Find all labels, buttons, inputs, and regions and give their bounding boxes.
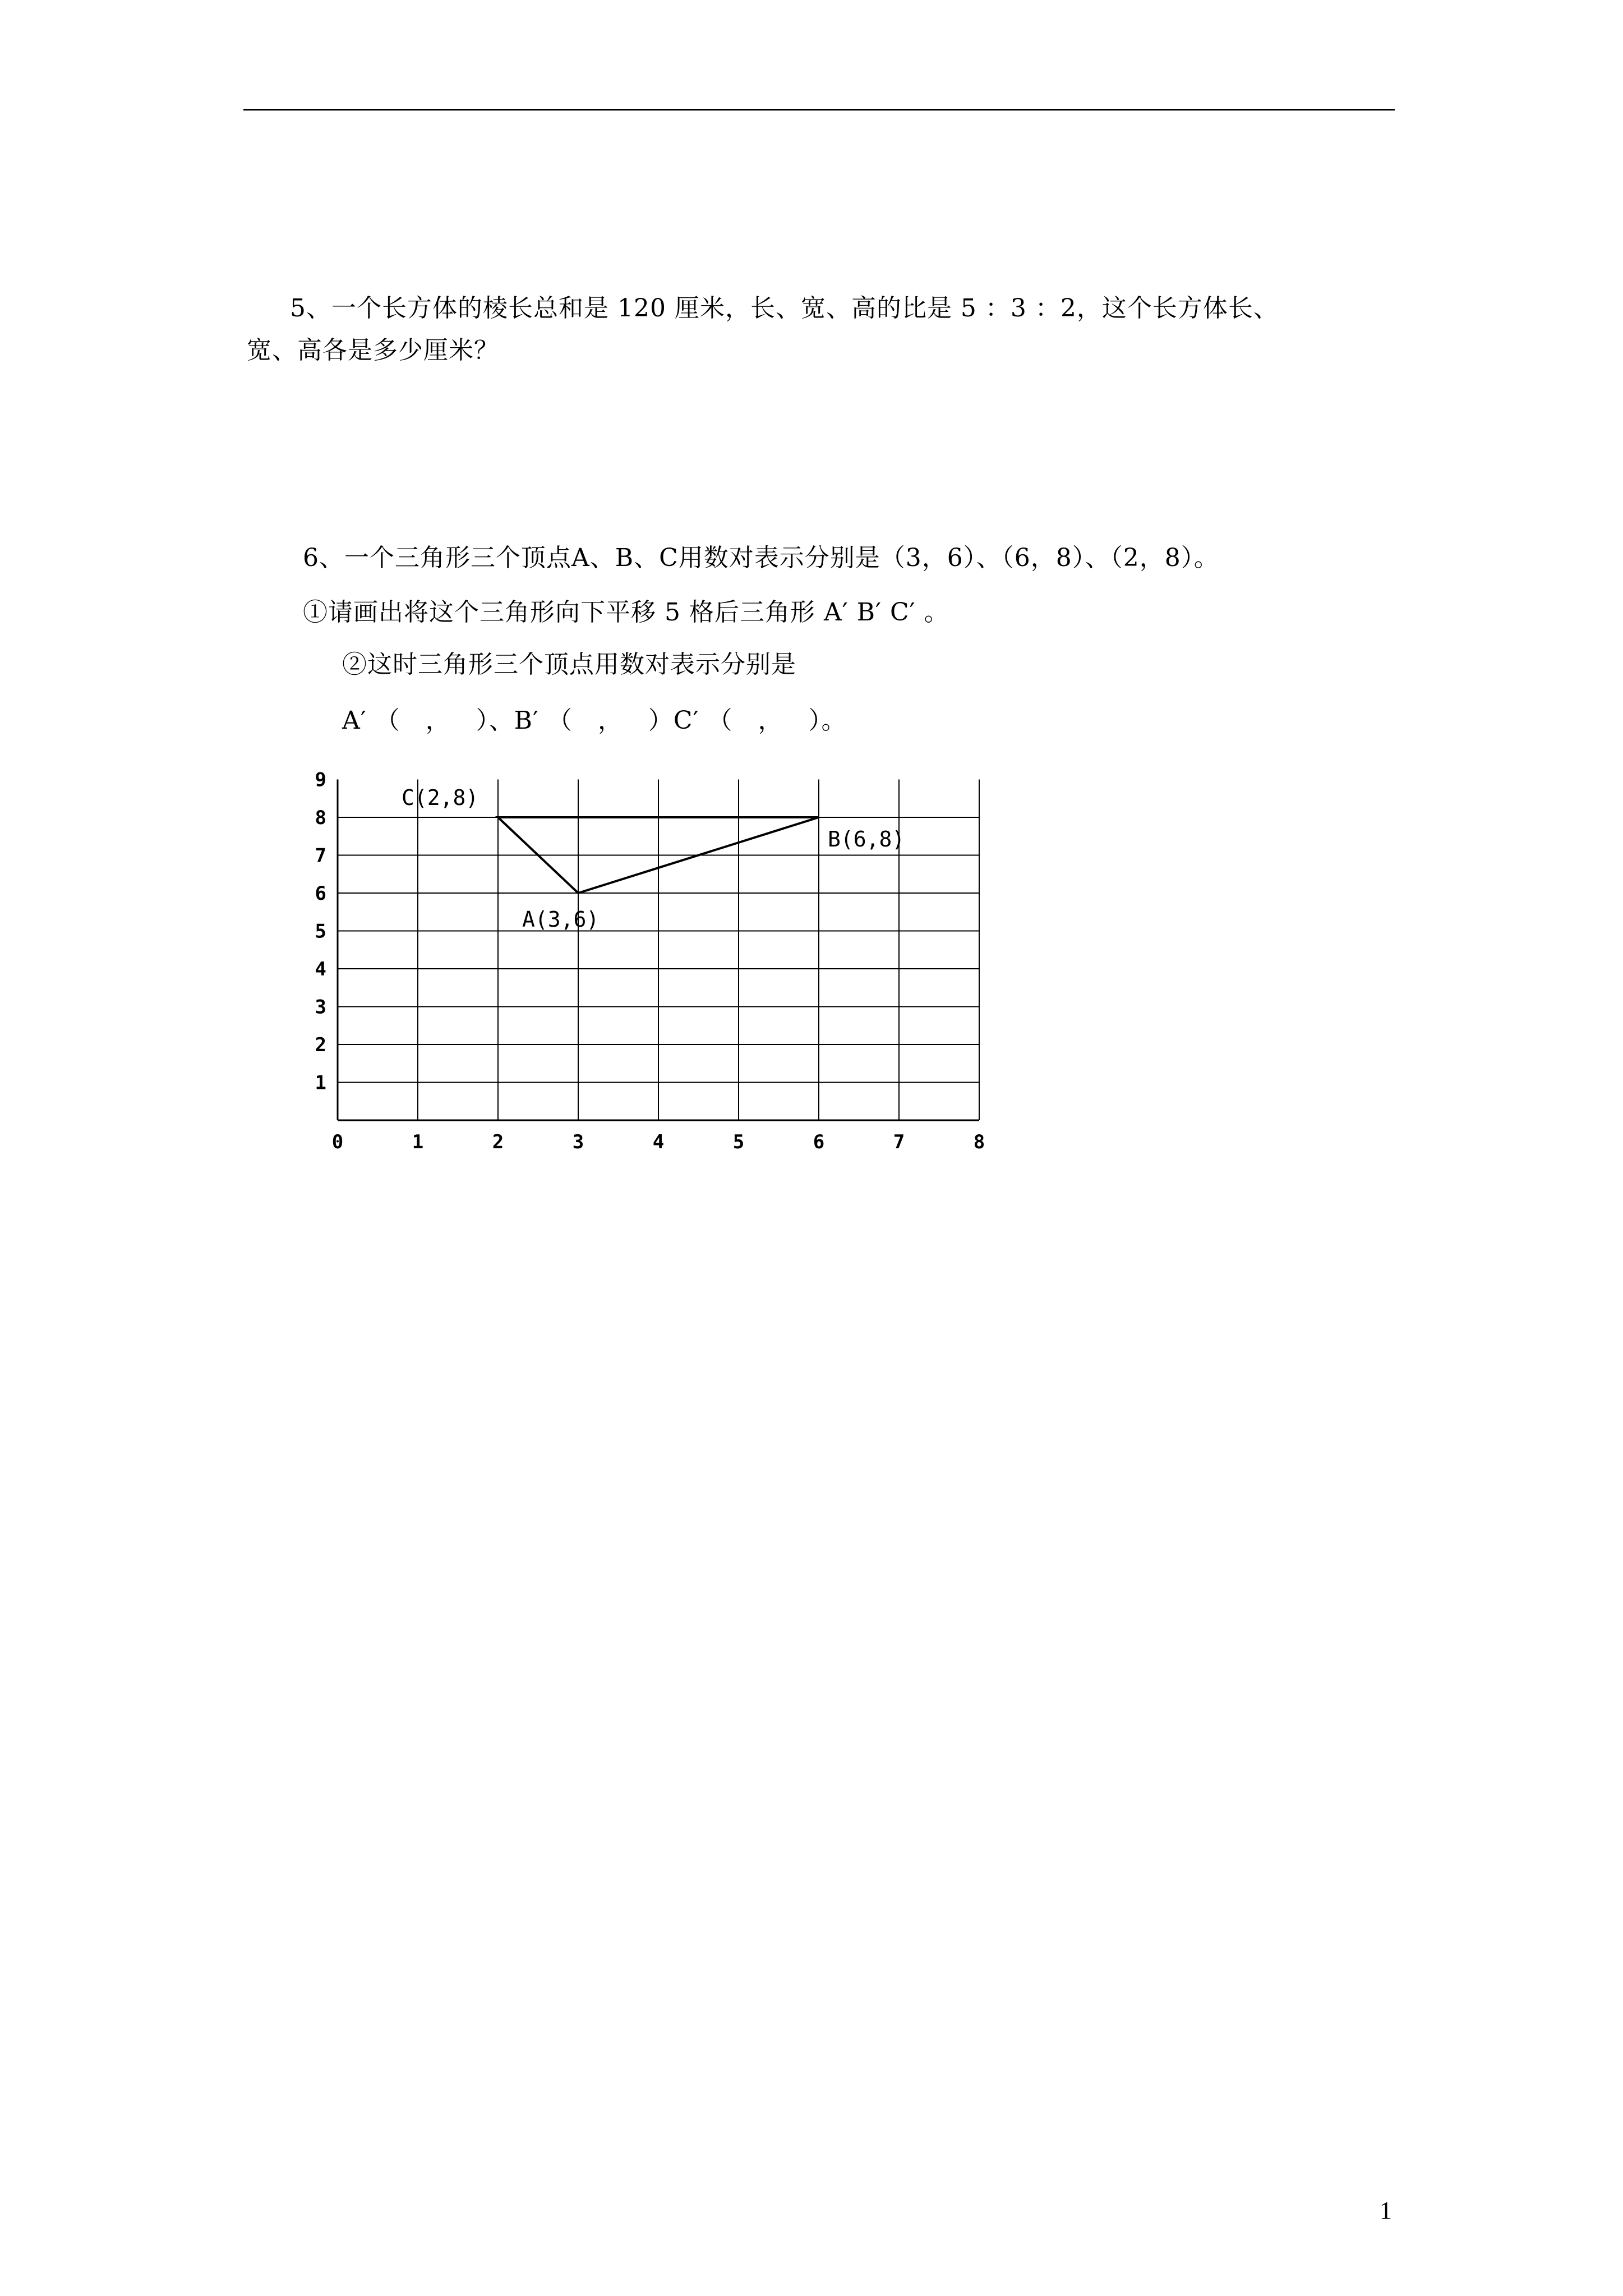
x-tick-label: 6 bbox=[813, 1131, 825, 1153]
y-tick-label: 5 bbox=[315, 920, 326, 943]
x-tick-label: 0 bbox=[331, 1131, 344, 1153]
problem-5-line-2: 宽、高各是多少厘米？ bbox=[247, 336, 499, 365]
x-tick-label: 8 bbox=[973, 1131, 985, 1153]
x-tick-label: 1 bbox=[412, 1131, 424, 1153]
x-tick-label: 5 bbox=[732, 1131, 745, 1153]
problem-6-line-1: 6、一个三角形三个顶点A、B、C用数对表示分别是（3，6）、（6，8）、（2，8）。 bbox=[303, 544, 1219, 572]
y-tick-label: 2 bbox=[315, 1034, 326, 1056]
y-tick-label: 4 bbox=[315, 958, 326, 981]
problem-5-line-1: 5、一个长方体的棱长总和是 120 厘米，长、宽、高的比是 5 ：3 ：2，这个长方体长、 bbox=[290, 294, 1279, 323]
answer-blanks-line: A′ （ ， ）、B′ （ ， ）C′ （ ， ）。 bbox=[342, 706, 847, 735]
y-tick-label: 6 bbox=[315, 882, 326, 905]
y-tick-label: 1 bbox=[315, 1071, 326, 1094]
problem-6-part-1: ①请画出将这个三角形向下平移 5 格后三角形 A′ B′ C′ 。 bbox=[303, 598, 949, 627]
point-label: C(2,8) bbox=[402, 785, 479, 810]
x-tick-label: 7 bbox=[893, 1131, 905, 1153]
y-tick-label: 8 bbox=[315, 807, 326, 829]
problem-6-part-2: ②这时三角形三个顶点用数对表示分别是 bbox=[342, 650, 796, 679]
point-label: B(6,8) bbox=[828, 827, 905, 852]
page-number: 1 bbox=[1380, 2197, 1392, 2224]
y-tick-label: 3 bbox=[315, 996, 326, 1019]
point-label: A(3,6) bbox=[522, 907, 600, 932]
x-tick-label: 3 bbox=[572, 1131, 584, 1153]
x-tick-label: 4 bbox=[652, 1131, 665, 1153]
x-tick-label: 2 bbox=[492, 1131, 504, 1153]
y-tick-label: 7 bbox=[315, 844, 326, 867]
y-tick-label: 9 bbox=[315, 769, 326, 792]
